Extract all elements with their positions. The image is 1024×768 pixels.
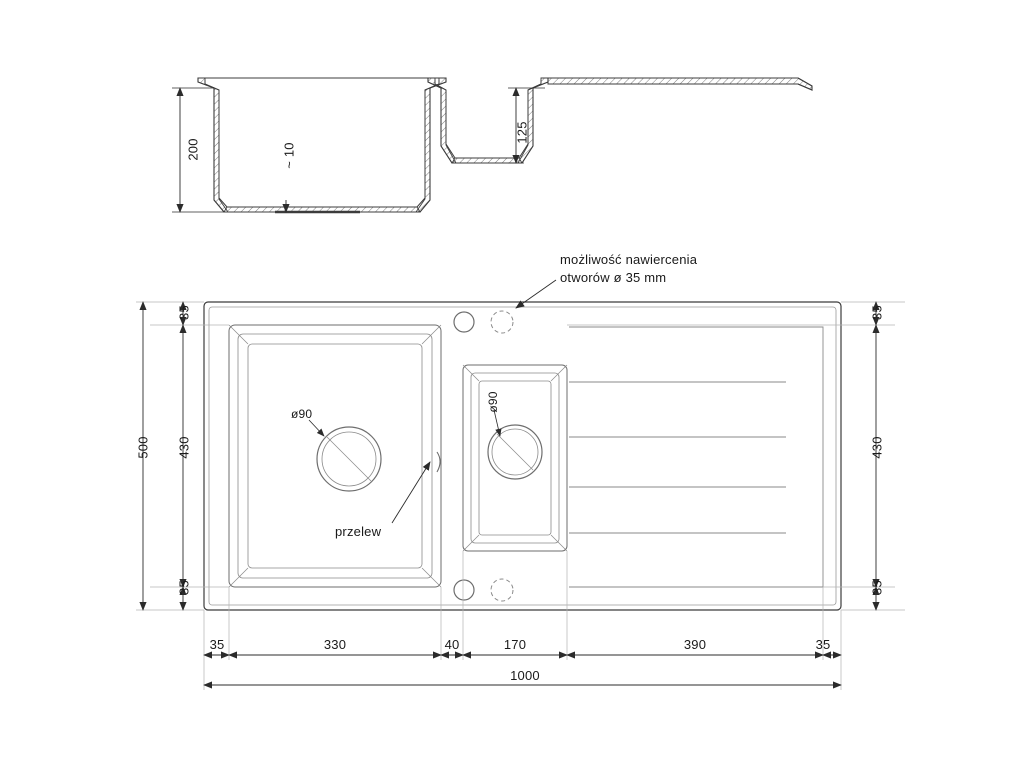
dim-label-top-margin: 35: [176, 305, 192, 320]
dim-label-right-top-margin: 35: [869, 305, 885, 320]
drainer-section: [548, 78, 812, 90]
label-depth-125: 125: [514, 121, 530, 144]
drainer-board: [569, 327, 823, 587]
label-drain-main: ø90: [291, 407, 313, 421]
main-bowl-section: [198, 78, 446, 212]
leader-overflow: [392, 452, 440, 523]
dim-label-total-width: 1000: [510, 668, 540, 683]
dim-label-right-margin: 35: [815, 637, 831, 652]
note-drill-line2: otworów ø 35 mm: [560, 270, 667, 285]
leader-drain-main: [309, 420, 324, 436]
dim-label-bowl-height: 430: [176, 436, 192, 459]
dim-label-second-bowl-width: 170: [503, 637, 527, 652]
dim-label-left-margin: 35: [209, 637, 225, 652]
dim-label-drainer-width: 390: [683, 637, 707, 652]
dim-label-divider: 40: [444, 637, 460, 652]
dim-label-right-bowl-height: 430: [869, 436, 885, 459]
label-wall-thickness: ~ 10: [281, 142, 297, 169]
extension-lines: [136, 302, 905, 690]
dim-label-bottom-margin: 35: [176, 580, 192, 595]
section-view: [172, 78, 812, 212]
main-bowl-top: [229, 325, 441, 587]
top-view: [136, 280, 905, 690]
second-bowl-top: [463, 365, 567, 551]
sink-inner-offset: [209, 307, 836, 605]
dim-label-right-bottom-margin: 35: [869, 580, 885, 595]
dim-label-main-bowl-width: 330: [323, 637, 347, 652]
second-bowl-section: [428, 78, 548, 163]
dim-label-total-height: 500: [135, 436, 151, 459]
note-drill-line1: możliwość nawiercenia: [560, 252, 698, 267]
label-depth-200: 200: [185, 138, 201, 161]
label-drain-second: ø90: [486, 391, 500, 413]
label-overflow: przelew: [335, 524, 382, 539]
sink-outline: [204, 302, 841, 610]
leader-drill-note: [516, 280, 556, 308]
